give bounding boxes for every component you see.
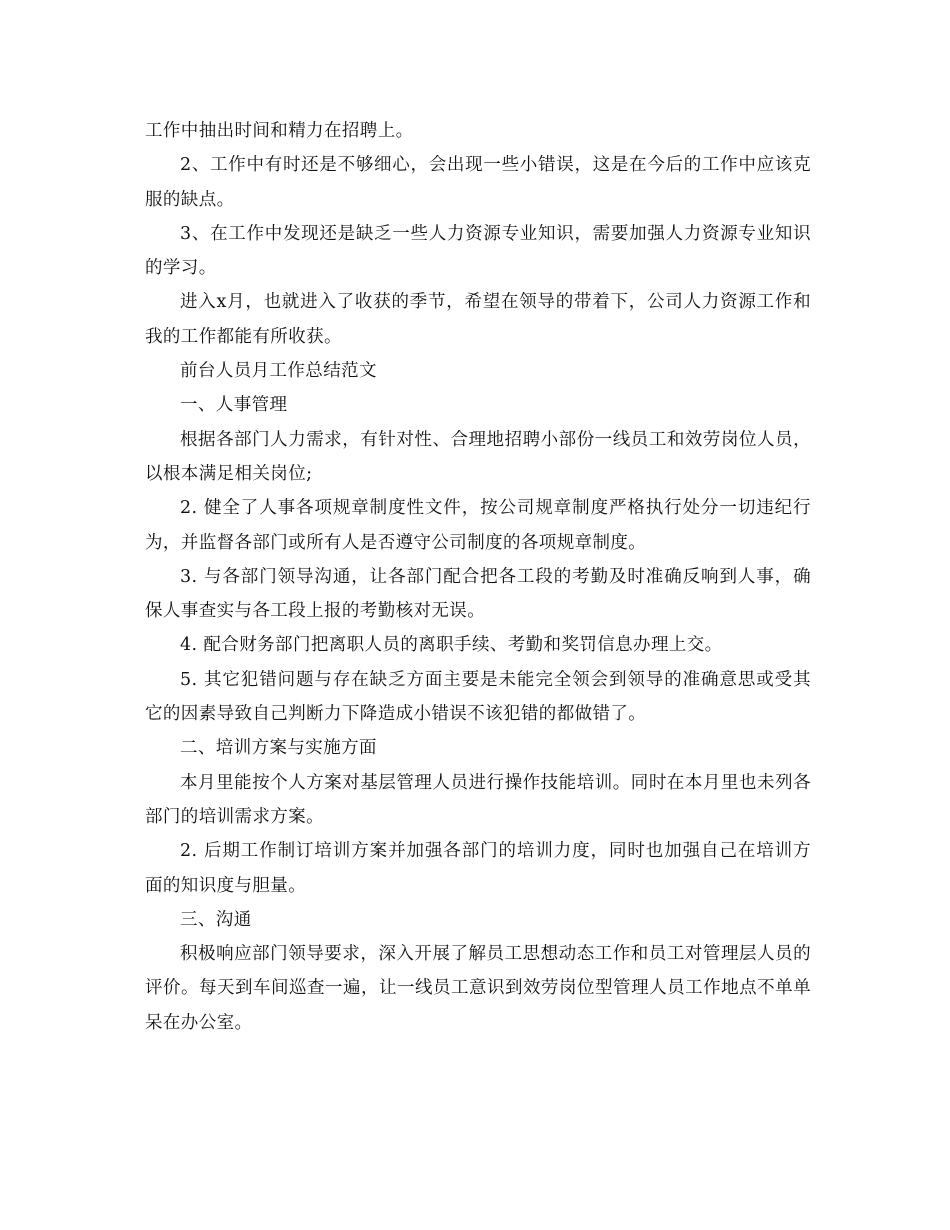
paragraph-closing: 进入x月，也就进入了收获的季节，希望在领导的带着下，公司人力资源工作和我的工作都能有所收获。 [145,292,811,347]
paragraph-training-plan: 本月里能按个人方案对基层管理人员进行操作技能培训。同时在本月里也未列各部门的培训需求方案。 [145,772,811,827]
heading-personnel: 一、人事管理 [180,395,288,416]
paragraph-continuation: 工作中抽出时间和精力在招聘上。 [145,121,414,141]
paragraph-training-later: 2. 后期工作制订培训方案并加强各部门的培训力度，同时也加强自己在培训方面的知识度与胆量。 [145,841,811,896]
paragraph-attendance: 3. 与各部门领导沟通，让各部门配合把各工段的考勤及时准确反响到人事，确保人事查实与各工段上报的考勤核对无误。 [145,566,811,622]
document-page [145,114,811,1040]
section-title: 前台人员月工作总结范文 [180,361,377,382]
paragraph-item-2: 2、工作中有时还是不够细心，会出现一些小错误，这是在今后的工作中应该克服的缺点。 [145,155,811,210]
heading-training: 二、培训方案与实施方面 [180,738,377,759]
paragraph-finance: 4. 配合财务部门把离职人员的离职手续、考勤和奖罚信息办理上交。 [180,635,723,656]
paragraph-rules: 2. 健全了人事各项规章制度性文件，按公司规章制度严格执行处分一切违纪行为，并监督各部门或所有人是否遵守公司制度的各项规章制度。 [145,498,811,553]
paragraph-recruit: 根据各部门人力需求，有针对性、合理地招聘小部份一线员工和效劳岗位人员，以根本满足相关岗位; [145,429,811,484]
paragraph-mistakes: 5. 其它犯错问题与存在缺乏方面主要是未能完全领会到领导的准确意思或受其它的因素导致自己判断力下降造成小错误不该犯错的都做错了。 [145,669,811,725]
paragraph-communication: 积极响应部门领导要求，深入开展了解员工思想动态工作和员工对管理层人员的评价。每天到车间巡查一遍，让一线员工意识到效劳岗位型管理人员工作地点不单单呆在办公室。 [145,944,811,1033]
heading-communication: 三、沟通 [180,909,252,930]
paragraph-item-3: 3、在工作中发现还是缺乏一些人力资源专业知识，需要加强人力资源专业知识的学习。 [145,223,811,279]
